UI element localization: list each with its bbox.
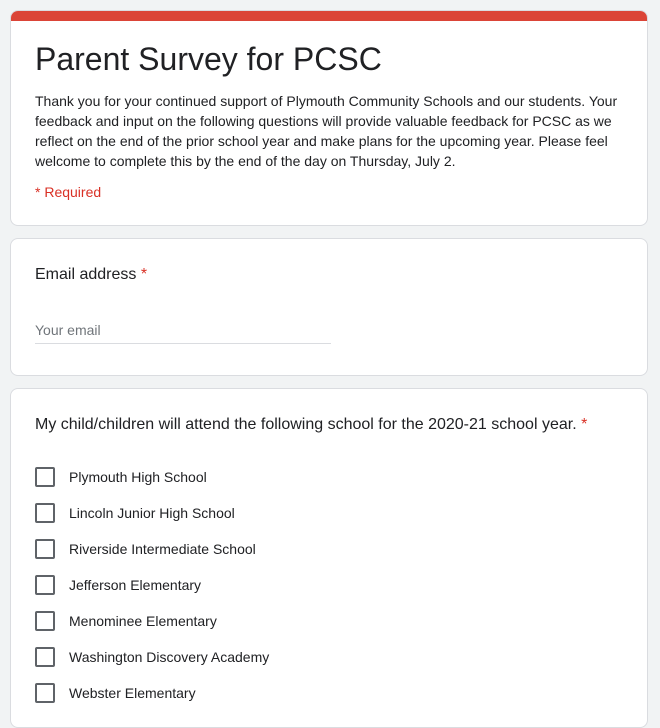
required-note: * Required [35, 184, 102, 200]
school-option-label: Riverside Intermediate School [69, 541, 256, 557]
school-option-label: Webster Elementary [69, 685, 196, 701]
required-asterisk: * [140, 266, 148, 283]
header-accent-bar [11, 11, 647, 21]
required-asterisk: * [581, 416, 588, 433]
checkbox[interactable] [35, 683, 55, 703]
school-option-label: Plymouth High School [69, 469, 207, 485]
form-header-card [10, 10, 648, 226]
email-question-card [10, 238, 648, 376]
school-option[interactable] [35, 639, 269, 675]
school-option-label: Lincoln Junior High School [69, 505, 235, 521]
school-option[interactable] [35, 675, 269, 711]
school-option[interactable] [35, 567, 269, 603]
school-option[interactable] [35, 603, 269, 639]
checkbox[interactable] [35, 539, 55, 559]
checkbox[interactable] [35, 647, 55, 667]
checkbox[interactable] [35, 503, 55, 523]
school-option-label: Jefferson Elementary [69, 577, 202, 593]
email-question-label: Email address [35, 266, 137, 283]
form-description: Thank you for your continued support of Plymouth Community Schools and our students. Your feedback and input on the following questions will provide valuable feedback for PCSC as we reflect on the end of the prior school year and make plans for the upcoming year. Please feel welcome to complete this by the end of the day on Thursday, July 2. [35, 93, 618, 169]
checkbox[interactable] [35, 467, 55, 487]
checkbox[interactable] [35, 611, 55, 631]
school-option[interactable] [35, 459, 269, 495]
school-question-label: My child/children will attend the following school for the 2020-21 school year. [35, 416, 577, 433]
school-options-list [35, 459, 269, 711]
form-title: Parent Survey for PCSC [35, 41, 382, 77]
school-question-title [35, 413, 587, 437]
checkbox[interactable] [35, 575, 55, 595]
school-question-card [10, 388, 648, 728]
school-option-label: Washington Discovery Academy [69, 649, 270, 665]
email-question-title [35, 263, 147, 287]
school-option[interactable] [35, 495, 269, 531]
email-field[interactable] [35, 317, 331, 344]
school-option-label: Menominee Elementary [69, 613, 217, 629]
school-option[interactable] [35, 531, 269, 567]
